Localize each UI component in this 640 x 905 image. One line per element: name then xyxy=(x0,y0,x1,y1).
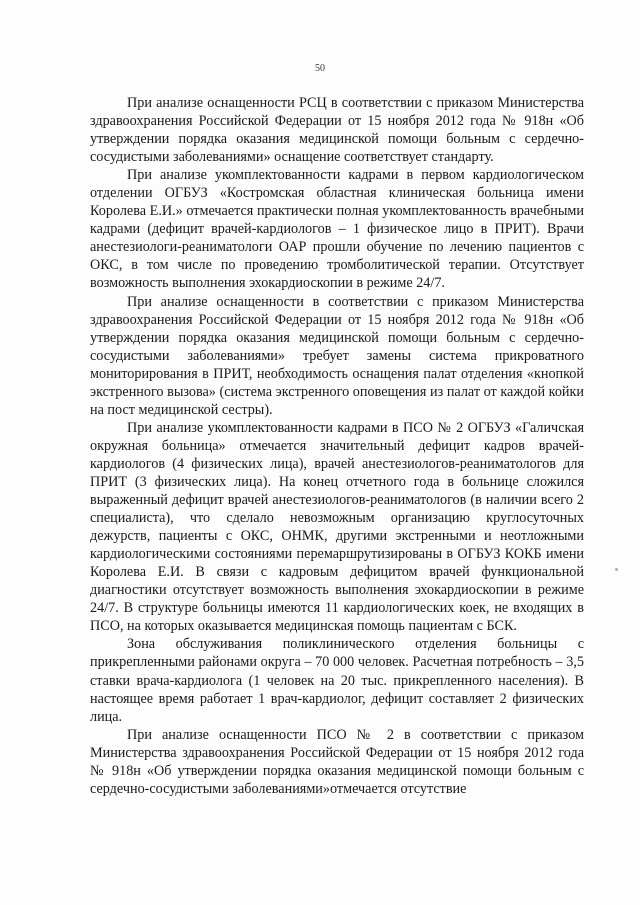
paragraph-polyclinic-zone: Зона обслуживания поликлинического отделения больницы с прикрепленными районами округа – 70 000 человек. Расчетная потребность – 3,5 ставки врача-кардиолога (1 человек на 20 тыс. прикрепленного населения). В настоящее время работает 1 врач-кардиолог, дефицит составляет 2 физических лица. xyxy=(90,636,584,725)
paragraph-pso2-equipment: При анализе оснащенности ПСО № 2 в соответствии с приказом Министерства здравоохранения Российской Федерации от 15 ноября 2012 года № 918н «Об утверждении порядка оказания медицинской помощи больным с сердечно-сосудистыми заболеваниями»отмечается отсутствие xyxy=(90,726,584,797)
paragraph-cardiology-equipment: При анализе оснащенности в соответствии с приказом Министерства здравоохранения Российской Федерации от 15 ноября 2012 года № 918н «Об утверждении порядка оказания медицинской помощи больным с сердечно-сосудистыми заболеваниями» требует замены система прикроватного мониторирования в ПРИТ, необходимость оснащения палат отделения «кнопкой экстренного вызова» (система экстренного оповещения из палат от каждой койки на пост медицинской сестры). xyxy=(90,293,584,418)
paragraph-cardiology-staffing: При анализе укомплектованности кадрами в первом кардиологическом отделении ОГБУЗ «Костромская областная клиническая больница имени Королева Е.И.» отмечается практически полная укомплектованность врачебными кадрами (дефицит врачей-кардиологов – 1 физическое лицо в ПРИТ). Врачи анестезиологи-реаниматологи ОАР прошли обучение по лечению пациентов с ОКС, в том числе по проведению тромболитической терапии. Отсутствует возможность выполнения эхокардиоскопии в режиме 24/7. xyxy=(90,167,584,292)
document-body xyxy=(90,94,584,798)
paragraph-pso2-staffing: При анализе укомплектованности кадрами в ПСО № 2 ОГБУЗ «Галичская окружная больница» отмечается значительный дефицит кадров врачей-кардиологов (4 физических лица), врачей анестезиологов-реаниматологов для ПРИТ (3 физических лица). На конец отчетного года в больнице сложился выраженный дефицит врачей анестезиологов-реаниматологов (в наличии всего 2 специалиста), что сделало невозможным организацию круглосуточных дежурств, пациенты с ОКС, ОНМК, другими экстренными и неотложными кардиологическими состояниями перемаршрутизированы в ОГБУЗ КОКБ имени Королева Е.И. В связи с кадровым дефицитом врачей функциональной диагностики отсутствует возможность выполнения эхокардиоскопии в режиме 24/7. В структуре больницы имеются 11 кардиологических коек, не входящих в ПСО, на которых оказывается медицинская помощь пациентам с БСК. xyxy=(90,419,584,635)
scan-mark xyxy=(615,568,618,571)
paragraph-rsc-equipment: При анализе оснащенности РСЦ в соответствии с приказом Министерства здравоохранения Российской Федерации от 15 ноября 2012 года № 918н «Об утверждении порядка оказания медицинской помощи больным с сердечно-сосудистыми заболеваниями» оснащение соответствует стандарту. xyxy=(90,95,584,166)
page-number: 50 xyxy=(315,63,325,74)
